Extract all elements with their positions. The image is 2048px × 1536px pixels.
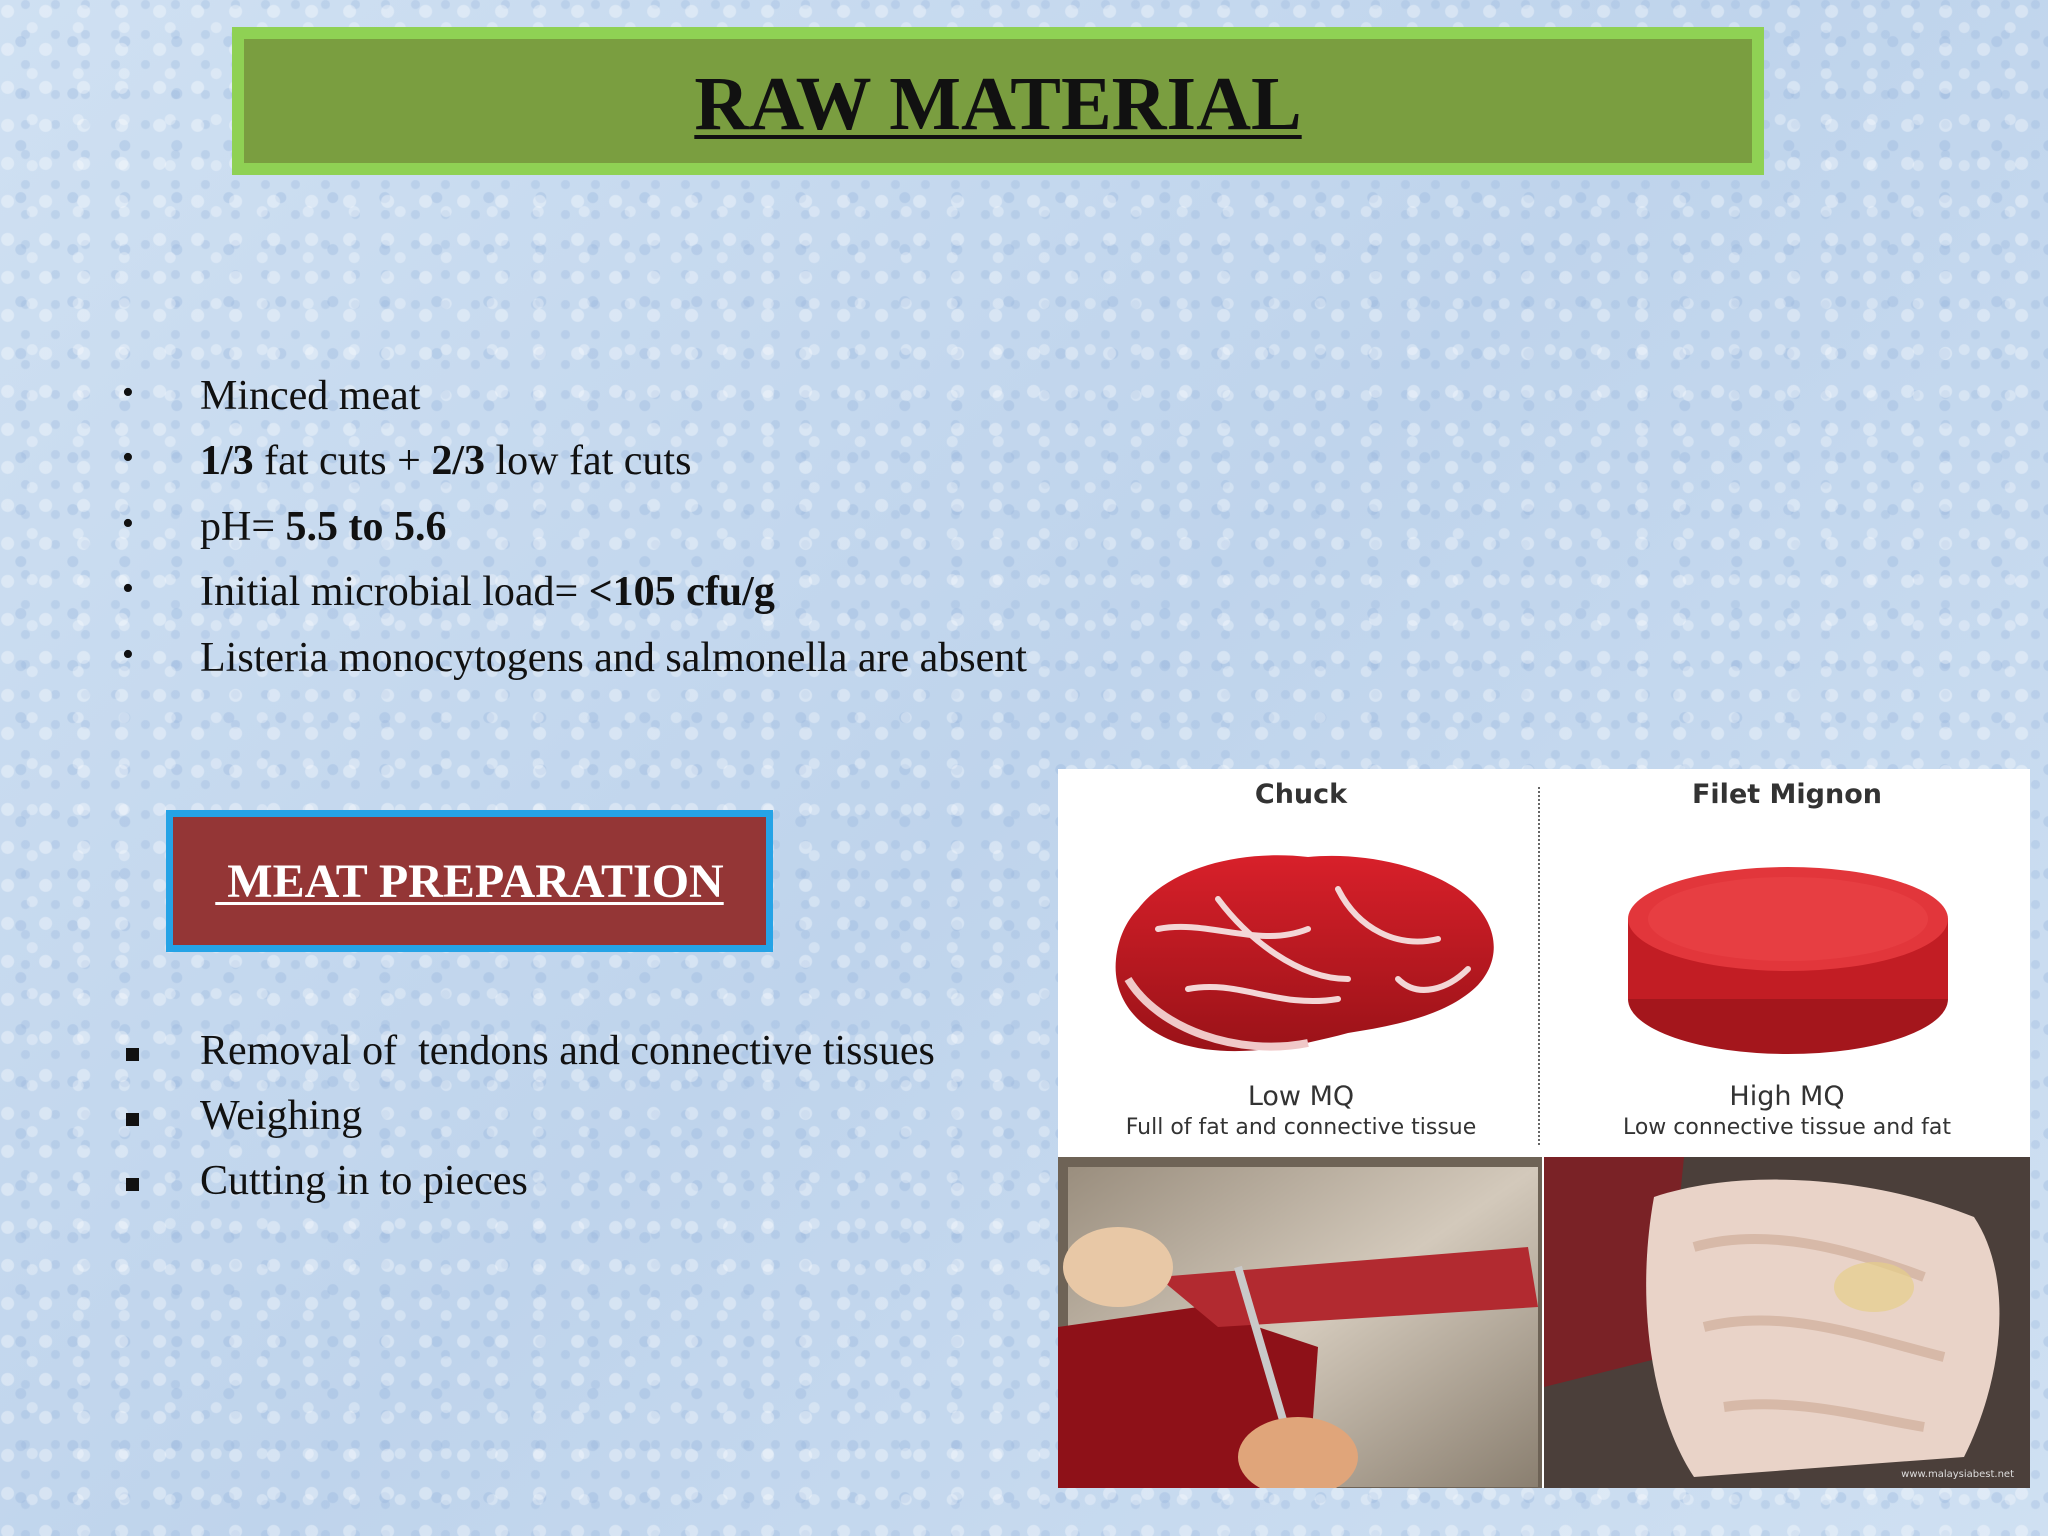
raw-material-item-text (200, 437, 691, 485)
chuck-steak-image (1098, 829, 1518, 1069)
item-text-part: pH= (200, 504, 286, 550)
bullet-dot: • (122, 505, 134, 542)
filet-mignon-image (1588, 849, 1988, 1069)
filet-mignon-description: Low connective tissue and fat (1622, 1115, 1952, 1140)
square-bullet (126, 1178, 139, 1191)
emphasized-value: 2/3 (431, 438, 485, 484)
item-text-part: Listeria monocytogens and salmonella are absent (200, 635, 1027, 681)
item-text-part: Initial microbial load= (200, 569, 589, 615)
trimming-meat-photo (1058, 1157, 1542, 1488)
item-text-part: fat cuts + (253, 438, 432, 484)
item-text-part: low fat cuts (484, 438, 692, 484)
meat-cuts-image (1058, 769, 2030, 1488)
item-text-part: Minced meat (200, 373, 421, 419)
bullet-dot: • (122, 570, 134, 607)
meat-preparation-heading: MEAT PREPARATION (215, 854, 724, 908)
emphasized-value: <105 cfu/g (588, 569, 775, 615)
title-banner (232, 27, 1764, 175)
square-bullet (126, 1113, 139, 1126)
bullet-dot: • (122, 636, 134, 673)
slide-title: RAW MATERIAL (694, 61, 1302, 146)
raw-material-item-text (200, 568, 775, 616)
cut-comparison-panel (1058, 769, 2030, 1157)
raw-material-item-text (200, 503, 447, 551)
connective-tissue-photo (1544, 1157, 2030, 1488)
chuck-description: Full of fat and connective tissue (1125, 1115, 1477, 1140)
bullet-dot: • (122, 439, 134, 476)
raw-material-item-text (200, 634, 1027, 682)
filet-mignon-label: Filet Mignon (1691, 779, 1882, 810)
preparation-item-text: Weighing (200, 1093, 363, 1139)
chuck-label: Chuck (1254, 779, 1348, 810)
emphasized-value: 5.5 to 5.6 (285, 504, 447, 550)
meat-preparation-heading-box (166, 810, 773, 952)
raw-material-item-text (200, 372, 420, 420)
square-bullet (126, 1048, 139, 1061)
preparation-item-text: Removal of tendons and connective tissues (200, 1028, 935, 1074)
meat-preparation-photos (1058, 1157, 2030, 1488)
bullet-dot: • (122, 374, 134, 411)
emphasized-value: 1/3 (200, 438, 254, 484)
image-watermark: www.malaysiabest.net (1901, 1469, 2014, 1480)
preparation-item-text: Cutting in to pieces (200, 1158, 528, 1204)
chuck-quality: Low MQ (1247, 1081, 1355, 1112)
filet-mignon-quality: High MQ (1729, 1081, 1845, 1112)
